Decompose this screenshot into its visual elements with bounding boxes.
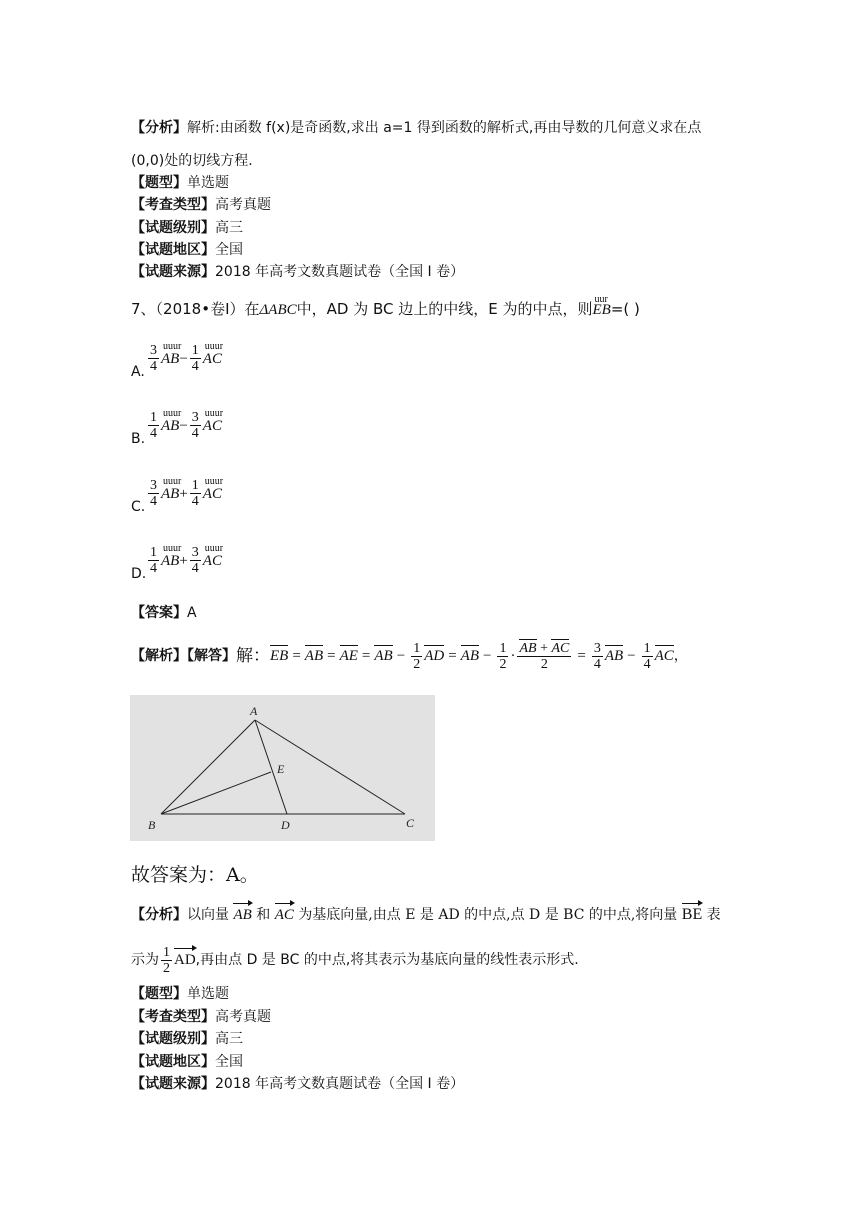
- analysis-label: 【分析】: [131, 120, 187, 136]
- analysis-top-line2: (0,0)处的切线方程.: [131, 153, 253, 169]
- choice-a[interactable]: A. $\frac{3}{4}$ uuur AB− $\frac{1}{4}$ uuur AC: [131, 341, 224, 380]
- meta-row: 【试题地区】全国: [131, 242, 243, 258]
- analysis-bottom-line2: 示为 $\frac{1}{2}$ AD ,再由点 D 是 BC 的中点,将其表示为基底向量的线性表示形式.: [131, 944, 579, 976]
- meta-row: 【试题级别】高三: [131, 1031, 243, 1047]
- meta-row: 【试题地区】全国: [131, 1054, 243, 1070]
- edge-ab: [161, 720, 255, 814]
- solution-formula: 【解析】【解答】 解： EB = AB = AE = AB − $\frac{1}{2}$ AD = AB − $\frac{1}{2}$ · $\frac{AB + AC}{2}$ = $\frac{3}{4}$ AB − $\frac{1}{4}$ AC ，: [131, 640, 688, 672]
- meta-row: 【试题来源】2018 年高考文数真题试卷（全国 I 卷）: [131, 1076, 465, 1092]
- meta-row: 【考查类型】高考真题: [131, 1009, 271, 1025]
- analysis-top-line1: [131, 119, 701, 137]
- choice-b[interactable]: B. $\frac{1}{4}$ uuur AB− $\frac{3}{4}$ uuur AC: [131, 408, 224, 447]
- label-e: E: [277, 762, 285, 776]
- meta-row: 【题型】单选题: [131, 175, 229, 191]
- triangle-diagram: [130, 695, 435, 841]
- label-a: A: [250, 704, 258, 718]
- analysis-text: 解析:由函数 f(x)是奇函数,求出 a=1 得到函数的解析式,再由导数的几何意义求在点: [187, 120, 702, 136]
- label-c: C: [406, 816, 415, 830]
- triangle-figure: [130, 695, 435, 841]
- analysis-bottom-line1: 【分析】以向量 AB 和 AC 为基底向量,由点 E 是 AD 的中点,点 D 是 BC 的中点,将向量 BE 表: [131, 906, 721, 923]
- meta-row: 【试题级别】高三: [131, 220, 243, 236]
- question-7: 7、（2018•卷Ⅰ）在ΔABC中，AD 为 BC 边上的中线，E 为的中点，则 uur EB=( ): [131, 294, 640, 318]
- label-d: D: [281, 818, 290, 832]
- meta-row: 【试题来源】2018 年高考文数真题试卷（全国 I 卷）: [131, 264, 465, 280]
- segment-be: [161, 772, 271, 814]
- choice-c[interactable]: C. $\frac{3}{4}$ uuur AB+ $\frac{1}{4}$ uuur AC: [131, 476, 224, 515]
- meta-row: 【考查类型】高考真题: [131, 197, 271, 213]
- conclusion: 故答案为：A。: [131, 864, 259, 886]
- label-b: B: [148, 818, 156, 832]
- answer: 【答案】A: [131, 605, 197, 621]
- choice-d[interactable]: D. $\frac{1}{4}$ uuur AB+ $\frac{3}{4}$ uuur AC: [131, 543, 224, 582]
- meta-row: 【题型】单选题: [131, 986, 229, 1002]
